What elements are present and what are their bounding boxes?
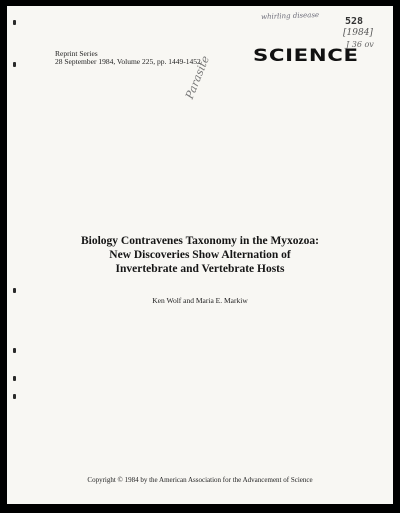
article-title <box>47 234 353 276</box>
title-line: Biology Contravenes Taxonomy in the Myxozoa: <box>81 235 319 247</box>
reprint-citation: 28 September 1984, Volume 225, pp. 1449-1452 <box>55 57 201 66</box>
punch-hole <box>13 62 16 67</box>
punch-hole <box>13 348 16 353</box>
document-page <box>7 6 393 504</box>
title-line: Invertebrate and Vertebrate Hosts <box>115 263 285 275</box>
handwritten-year: [1984] <box>343 28 373 38</box>
handwritten-side-note: Parasite <box>183 53 213 101</box>
stamped-number: 528 <box>345 16 364 27</box>
handwritten-note-top: whirling disease <box>260 10 320 22</box>
title-line: New Discoveries Show Alternation of <box>109 249 291 261</box>
copyright-notice: Copyright © 1984 by the American Association for the Advancement of Science <box>87 476 313 484</box>
punch-holes <box>13 6 19 504</box>
handwritten-code: J 36 ov <box>346 40 374 49</box>
punch-hole <box>13 20 16 25</box>
punch-hole <box>13 394 16 399</box>
article-authors: Ken Wolf and Maria E. Markiw <box>152 296 248 305</box>
reprint-series: Reprint Series <box>55 49 98 58</box>
punch-hole <box>13 288 16 293</box>
reprint-info <box>55 50 201 66</box>
journal-logo: SCIENCE <box>253 46 359 66</box>
punch-hole <box>13 376 16 381</box>
